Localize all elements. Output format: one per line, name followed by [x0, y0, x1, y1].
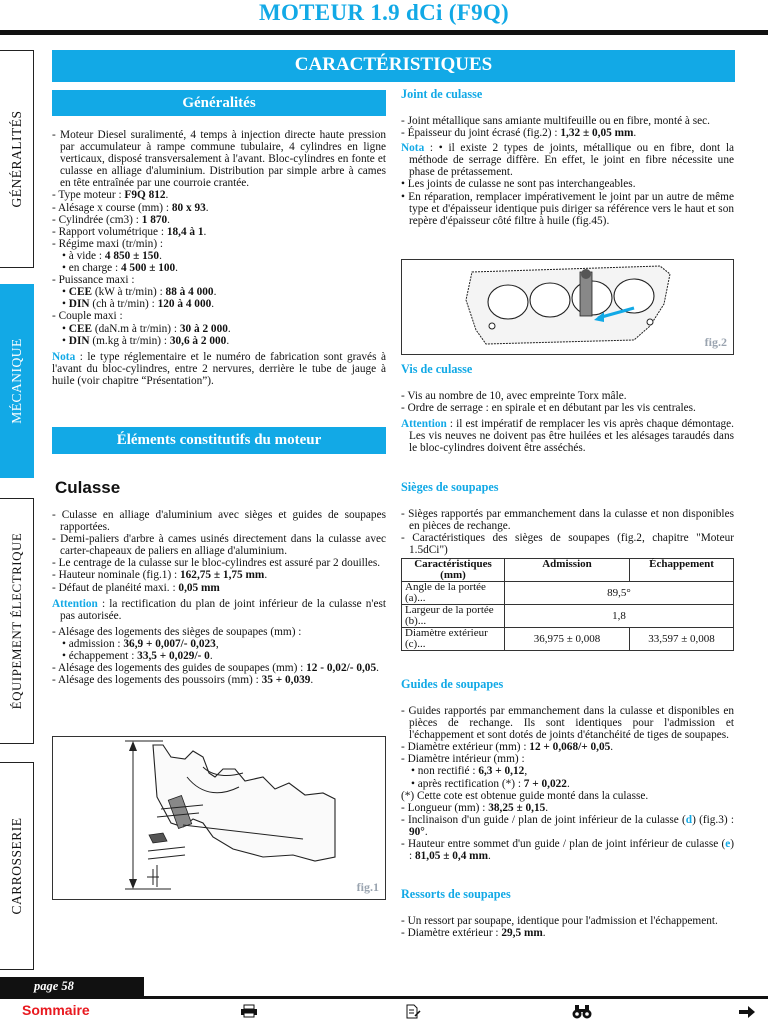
generalites-banner: Généralités — [52, 90, 386, 116]
table-row: Diamètre extérieur (c)... 36,975 ± 0,008 33,597 ± 0,008 — [402, 628, 734, 651]
vis-text: - Vis au nombre de 10, avec empreinte Torx mâle. - Ordre de serrage : en spirale et en débutant par les vis centrales. Attention : il est impératif de remplacer les vis après chaque démontage. Les vis neuves ne doivent pas être huilées et les alésages taraudés dans le bloc-cylindres doivent être asséchés. — [401, 390, 734, 455]
sieges-title: Sièges de soupapes — [401, 480, 499, 494]
joint-title: Joint de culasse — [401, 87, 483, 101]
generalites-intro: - Moteur Diesel suralimenté, 4 temps à injection directe haute pression par accumulateur à rampe commune tubulaire, 4 cylindres en ligne verticaux, disposé transversalement à l'avant. Bloc-cylindres en fonte et culasse en alliage d'aluminium. Distribution par simple arbre à cames en tête entraînée par une courroie crantée. — [52, 129, 386, 190]
gasket-drawing — [402, 260, 733, 354]
guides-title: Guides de soupapes — [401, 677, 504, 691]
nota-label: Nota — [52, 350, 76, 363]
sieges-table — [401, 558, 734, 651]
attention-label: Attention — [52, 597, 98, 610]
next-page-arrow-icon[interactable] — [738, 1005, 756, 1023]
figure-1 — [52, 736, 386, 900]
side-tab-mecanique[interactable] — [0, 284, 34, 478]
culasse-heading: Culasse — [55, 478, 121, 497]
figure-1-label: fig.1 — [356, 880, 379, 894]
side-tab-label: CARROSSERIE — [8, 817, 24, 915]
header-rule — [0, 30, 768, 35]
guides-text: - Guides rapportés par emmanchement dans la culasse et disponibles en pièces de rechange. Ils sont identiques pour l'admission et l'échappement et sont dotés de joints d'étanchéité de tiges de soupapes. - Diamètre extérieur (mm) : 12 + 0,068/+ 0,05. - Diamètre intérieur (mm) : • non rectifié : 6,3 + 0,12, • après rectification (*) : 7 + 0,022. (*) Cette cote est obtenue guide monté dans la culasse. - Longueur (mm) : 38,25 ± 0,15. - Inclinaison d'un guide / plan de joint inférieur de la culasse (d) (fig.3) : 90°. - Hauteur entre sommet d'un guide / plan de joint inférieur de culasse (e) : 81,05 ± 0,4 mm. — [401, 705, 734, 863]
document-edit-icon[interactable] — [405, 1004, 421, 1025]
figure-2 — [401, 259, 734, 355]
side-tab-label: GÉNÉRALITÉS — [8, 110, 24, 208]
culasse-section-drawing — [53, 737, 385, 899]
vis-title: Vis de culasse — [401, 362, 473, 376]
page-title: MOTEUR 1.9 dCi (F9Q) — [258, 0, 510, 25]
nota-label: Nota — [401, 142, 425, 155]
side-tab-label: MÉCANIQUE — [9, 338, 24, 424]
binoculars-icon[interactable] — [572, 1003, 592, 1024]
sommaire-link[interactable]: Sommaire — [22, 1002, 90, 1018]
table-row: Angle de la portée (a)... 89,5° — [402, 582, 734, 605]
ressorts-title: Ressorts de soupapes — [401, 887, 511, 901]
side-tab-label: ÉQUIPEMENT ÉLECTRIQUE — [8, 532, 24, 710]
print-icon[interactable] — [240, 1004, 258, 1023]
side-tab-generalites[interactable] — [0, 50, 34, 268]
side-tab-carrosserie[interactable] — [0, 762, 34, 970]
elements-banner: Éléments constitutifs du moteur — [52, 427, 386, 454]
attention-label: Attention — [401, 418, 447, 431]
culasse-text: - Culasse en alliage d'aluminium avec sièges et guides de soupapes rapportées. - Demi-paliers d'arbre à cames usinés directement dans la culasse avec carter-chapeaux de paliers en alliage d'aluminium. - Le centrage de la culasse sur le bloc-cylindres est assuré par 2 douilles. - Hauteur nominale (fig.1) : 162,75 ± 1,75 mm. - Défaut de planéité maxi. : 0,05 mm Attention : la rectification du plan de joint inférieur de la culasse n'est pas autorisée. - Alésage des logements des sièges de soupapes (mm) : • admission : 36,9 + 0,007/- 0,023, • échappement : 33,5 + 0,029/- 0. - Alésage des logements des guides de soupapes (mm) : 12 - 0,02/- 0,05. - Alésage des logements des poussoirs (mm) : 35 + 0,039. — [52, 509, 386, 687]
joint-text: - Joint métallique sans amiante multifeuille ou en fibre, monté à sec. - Épaisseur du joint écrasé (fig.2) : 1,32 ± 0,05 mm. Nota : • il existe 2 types de joints, métallique ou en fibre, dont la méthode de serrage diffère. En effet, le joint en fibre nécessite une phase de prétassement. • Les joints de culasse ne sont pas interchangeables. • En réparation, remplacer impérativement le joint par un autre de même type et d'épaisseur identique puis diriger sa référence vers le haut et son repère d'épaisseur côté filtre à huile (fig.45). — [401, 115, 734, 227]
table-header-row: Caractéristiques (mm) Admission Échappement — [402, 559, 734, 582]
ressorts-text: - Un ressort par soupape, identique pour l'admission et l'échappement. - Diamètre extérieur : 29,5 mm. — [401, 915, 718, 940]
section-banner: CARACTÉRISTIQUES — [52, 50, 735, 82]
sieges-text: - Sièges rapportés par emmanchement dans la culasse et non disponibles en pièces de rechange. - Caractéristiques des sièges de soupapes (fig.2, chapitre "Moteur 1.5dCi") — [401, 508, 734, 557]
side-tab-equipement-electrique[interactable] — [0, 498, 34, 744]
figure-2-label: fig.2 — [704, 335, 727, 349]
table-row: Largeur de la portée (b)... 1,8 — [402, 605, 734, 628]
generalites-text: - Moteur Diesel suralimenté, 4 temps à injection directe haute pression par accumulateur à rampe commune tubulaire, 4 cylindres en ligne verticaux, disposé transversalement à l'avant. Bloc-cylindres en fonte et culasse en alliage d'aluminium. Distribution par simple arbre à cames en tête entraînée par une courroie crantée. - Type moteur : F9Q 812. - Alésage x course (mm) : 80 x 93. - Cylindrée (cm3) : 1 870. - Rapport volumétrique : 18,4 à 1. - Régime maxi (tr/min) : • à vide : 4 850 ± 150. • en charge : 4 500 ± 100. - Puissance maxi : • CEE (kW à tr/min) : 88 à 4 000. • DIN (ch à tr/min) : 120 à 4 000. - Couple maxi : • CEE (daN.m à tr/min) : 30 à 2 000. • DIN (m.kg à tr/min) : 30,6 à 2 000. Nota : le type réglementaire et le numéro de fabrication sont gravés à l'avant du bloc-cylindres, entre 2 nervures, derrière le tube de jauge à huile (voir chapitre “Présentation”). — [52, 129, 386, 387]
page-number: page 58 — [0, 977, 144, 997]
type-value: F9Q 812 — [124, 189, 166, 202]
footer-rule — [0, 996, 768, 999]
